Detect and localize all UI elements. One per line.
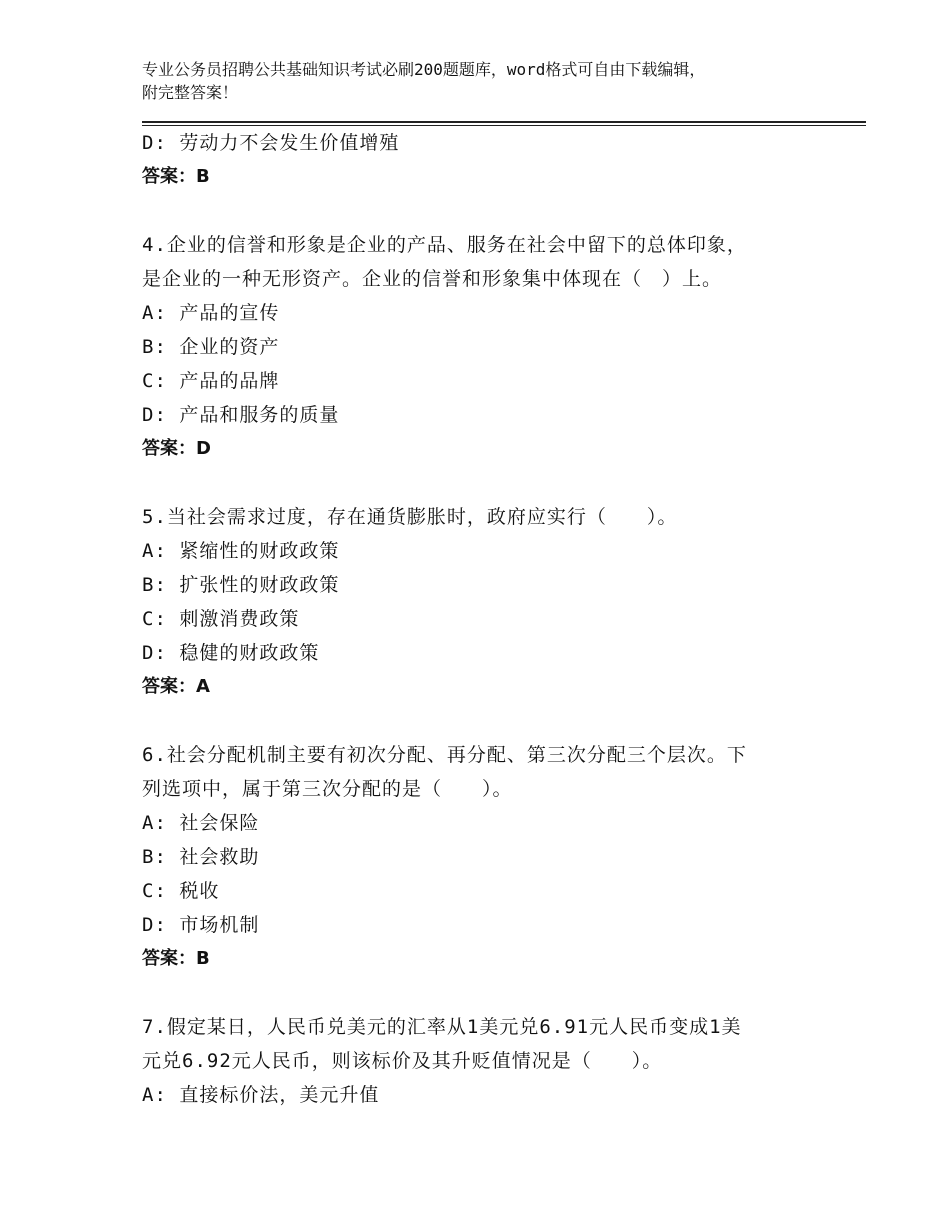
option-b: B: 社会救助 <box>142 846 260 868</box>
header-divider-thick <box>142 121 866 123</box>
option-c: C: 税收 <box>142 880 220 902</box>
option-a: A: 社会保险 <box>142 812 260 834</box>
option-d: D: 产品和服务的质量 <box>142 404 340 426</box>
stem-line: 7.假定某日，人民币兑美元的汇率从1美元兑6.91元人民币变成1美 <box>142 1016 742 1038</box>
document-body <box>142 126 822 1112</box>
question-stem <box>142 738 822 806</box>
question-5 <box>142 500 822 704</box>
document-header <box>142 58 842 104</box>
option-a: A: 紧缩性的财政政策 <box>142 540 340 562</box>
question-stem <box>142 1010 822 1078</box>
question-3-tail <box>142 126 822 194</box>
stem-line: 元兑6.92元人民币，则该标价及其升贬值情况是（ ）。 <box>142 1050 663 1072</box>
question-7 <box>142 1010 822 1112</box>
question-stem <box>142 228 822 296</box>
option-d: D: 稳健的财政政策 <box>142 642 320 664</box>
option-c: C: 产品的品牌 <box>142 370 280 392</box>
stem-line: 是企业的一种无形资产。企业的信誉和形象集中体现在（ ）上。 <box>142 268 723 290</box>
answer-line: 答案：A <box>142 676 210 697</box>
option-c: C: 刺激消费政策 <box>142 608 300 630</box>
answer-line: 答案：B <box>142 166 210 187</box>
stem-line: 列选项中，属于第三次分配的是（ ）。 <box>142 778 513 800</box>
question-4 <box>142 228 822 466</box>
option-a: A: 直接标价法，美元升值 <box>142 1084 380 1106</box>
option-b: B: 企业的资产 <box>142 336 280 358</box>
option-a: A: 产品的宣传 <box>142 302 280 324</box>
header-line-1: 专业公务员招聘公共基础知识考试必刷200题题库，word格式可自由下载编辑， <box>142 60 706 79</box>
question-stem <box>142 500 822 534</box>
option-b: B: 扩张性的财政政策 <box>142 574 340 596</box>
stem-line: 5.当社会需求过度，存在通货膨胀时，政府应实行（ ）。 <box>142 506 678 528</box>
option-d: D: 劳动力不会发生价值增殖 <box>142 132 400 154</box>
answer-line: 答案：D <box>142 438 211 459</box>
stem-line: 6.社会分配机制主要有初次分配、再分配、第三次分配三个层次。下 <box>142 744 747 766</box>
answer-line: 答案：B <box>142 948 210 969</box>
stem-line: 4.企业的信誉和形象是企业的产品、服务在社会中留下的总体印象， <box>142 234 747 256</box>
option-d: D: 市场机制 <box>142 914 260 936</box>
question-6 <box>142 738 822 976</box>
header-line-2: 附完整答案！ <box>142 83 239 102</box>
